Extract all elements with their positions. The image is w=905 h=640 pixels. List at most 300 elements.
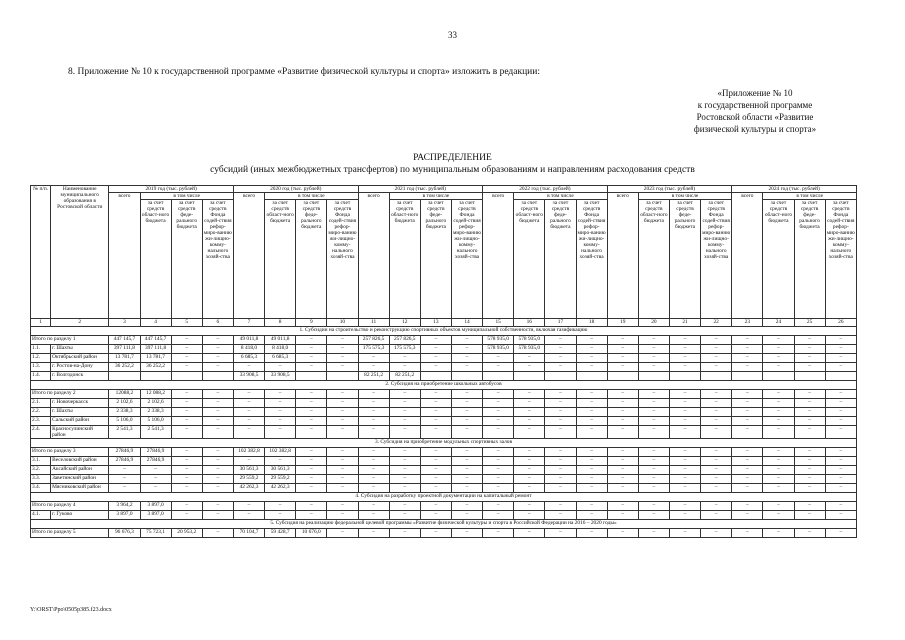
row-value: – <box>576 466 607 475</box>
section-title: 1. Субсидии на строительство и реконструкцию спортивных объектов муниципальной собственности, включая газификацию <box>31 327 857 336</box>
row-municipality: г. Шахты <box>51 345 109 354</box>
annex-line: физической культуры и спорта» <box>693 124 817 134</box>
row-value: – <box>451 354 482 363</box>
row-value: – <box>514 354 545 363</box>
row-value: – <box>763 457 794 466</box>
row-value: – <box>607 417 638 426</box>
row-value: – <box>732 399 763 408</box>
row-value: – <box>825 426 856 439</box>
row-value: – <box>389 529 420 538</box>
row-value: – <box>389 354 420 363</box>
row-value: – <box>825 354 856 363</box>
row-value: – <box>701 511 732 520</box>
row-value: – <box>545 363 576 372</box>
row-value <box>202 372 233 381</box>
row-value: 2 541,3 <box>140 426 171 439</box>
row-value: – <box>296 426 327 439</box>
row-value: – <box>638 457 669 466</box>
row-value: – <box>607 466 638 475</box>
row-value: – <box>483 457 514 466</box>
row-value: – <box>576 511 607 520</box>
row-value: 96 676,3 <box>109 529 140 538</box>
header-total: всего <box>483 193 514 319</box>
row-value: – <box>202 354 233 363</box>
row-value: – <box>202 336 233 345</box>
row-value: – <box>638 417 669 426</box>
row-value: – <box>607 448 638 457</box>
row-value: – <box>607 399 638 408</box>
row-value: – <box>389 457 420 466</box>
row-value: 12 088,2 <box>140 390 171 399</box>
header-regional-budget: за счет средств област-ного бюджета <box>638 200 669 319</box>
row-value: – <box>794 448 825 457</box>
row-value: – <box>576 399 607 408</box>
row-value: 2 338,3 <box>140 408 171 417</box>
row-number: 3.1. <box>31 457 51 466</box>
row-value: – <box>483 529 514 538</box>
row-municipality: Аксайский район <box>51 466 109 475</box>
table-row <box>31 426 857 439</box>
row-value: – <box>701 363 732 372</box>
row-municipality: г. Ростов-на-Дону <box>51 363 109 372</box>
row-value: – <box>451 363 482 372</box>
header-housing-fund: за счет средств Фонда содей-ствия рефор-миро-ванию жи-лищно-комму-нального хозяй-ства <box>451 200 482 319</box>
row-value: – <box>296 475 327 484</box>
row-value: – <box>389 363 420 372</box>
column-number: 16 <box>514 319 545 327</box>
annex-line: «Приложение № 10 <box>717 88 793 98</box>
row-value: – <box>794 511 825 520</box>
row-value: – <box>825 448 856 457</box>
row-value: – <box>202 363 233 372</box>
row-value: – <box>389 417 420 426</box>
row-value: – <box>483 475 514 484</box>
row-value <box>327 372 358 381</box>
row-value: – <box>701 457 732 466</box>
row-value: – <box>171 345 202 354</box>
row-value: – <box>389 390 420 399</box>
row-municipality: г. Новочеркасск <box>51 399 109 408</box>
row-value: – <box>763 511 794 520</box>
row-value: 578 935,0 <box>514 336 545 345</box>
row-value: – <box>701 502 732 511</box>
row-value: – <box>265 426 296 439</box>
row-value: – <box>732 336 763 345</box>
row-value: 8 418,0 <box>233 345 264 354</box>
row-municipality: Красносулинский район <box>51 426 109 439</box>
row-value: – <box>327 363 358 372</box>
row-value: – <box>233 399 264 408</box>
header-year: 2019 год (тыс. рублей) <box>109 186 234 193</box>
header-including: в том числе <box>140 193 233 200</box>
row-value: – <box>701 475 732 484</box>
row-value: – <box>607 484 638 493</box>
row-value: – <box>296 484 327 493</box>
row-value: – <box>451 336 482 345</box>
row-value: – <box>638 345 669 354</box>
row-value: – <box>327 448 358 457</box>
row-value: – <box>389 484 420 493</box>
row-value <box>451 372 482 381</box>
row-value: – <box>420 354 451 363</box>
row-value: – <box>451 457 482 466</box>
row-value: – <box>358 363 389 372</box>
header-housing-fund: за счет средств Фонда содей-ствия рефор-миро-ванию жи-лищно-комму-нального хозяй-ства <box>327 200 358 319</box>
table-row <box>31 448 857 457</box>
row-value: – <box>483 363 514 372</box>
row-value: – <box>763 529 794 538</box>
row-municipality: г. Гуково <box>51 511 109 520</box>
row-value: – <box>576 417 607 426</box>
section-title: 5. Субсидия на реализацию федеральной целевой программы «Развитие физической культуры и спорта в Российской Федерации на 2016 – 2020 годы» <box>31 520 857 529</box>
row-value: – <box>202 408 233 417</box>
row-value: – <box>576 426 607 439</box>
row-value: – <box>420 363 451 372</box>
row-value: – <box>794 426 825 439</box>
row-value: – <box>732 457 763 466</box>
row-value: – <box>763 390 794 399</box>
row-value: – <box>233 417 264 426</box>
section-title: 4. Субсидия на разработку проектной документации на капитальный ремонт <box>31 493 857 502</box>
row-value: 578 935,0 <box>514 345 545 354</box>
row-value <box>825 372 856 381</box>
row-number: 3.4. <box>31 484 51 493</box>
row-value: – <box>763 417 794 426</box>
row-value: 42 262,3 <box>265 484 296 493</box>
table-row <box>31 484 857 493</box>
row-value: 3 897,0 <box>140 511 171 520</box>
row-value: – <box>358 502 389 511</box>
row-value: – <box>420 475 451 484</box>
row-value: – <box>514 511 545 520</box>
column-number: 20 <box>638 319 669 327</box>
row-value: – <box>638 475 669 484</box>
row-value: – <box>669 426 700 439</box>
row-value: 27846,9 <box>140 448 171 457</box>
column-number: 26 <box>825 319 856 327</box>
row-value: – <box>545 345 576 354</box>
header-federal-budget: за счет средств феде-рального бюджета <box>794 200 825 319</box>
header-including: в том числе <box>389 193 482 200</box>
row-number: 3.2. <box>31 466 51 475</box>
table-row <box>31 502 857 511</box>
row-value: – <box>545 399 576 408</box>
row-value: 2 338,3 <box>109 408 140 417</box>
row-value: – <box>483 417 514 426</box>
row-value: – <box>420 484 451 493</box>
row-value: – <box>669 363 700 372</box>
row-value: – <box>327 336 358 345</box>
row-value: – <box>171 511 202 520</box>
row-value: – <box>763 354 794 363</box>
row-value: – <box>763 408 794 417</box>
header-federal-budget: за счет средств феде-рального бюджета <box>669 200 700 319</box>
row-value: – <box>514 502 545 511</box>
row-value: – <box>483 408 514 417</box>
row-value: 27846,9 <box>109 457 140 466</box>
row-value: – <box>202 448 233 457</box>
row-value: – <box>327 417 358 426</box>
row-value: – <box>420 448 451 457</box>
row-value: – <box>732 502 763 511</box>
column-number: 15 <box>483 319 514 327</box>
row-value: – <box>701 484 732 493</box>
table-row <box>31 457 857 466</box>
column-number: 25 <box>794 319 825 327</box>
row-value: 3 964,2 <box>109 502 140 511</box>
table-row <box>31 354 857 363</box>
row-value: – <box>794 345 825 354</box>
row-value: – <box>358 390 389 399</box>
row-value <box>794 372 825 381</box>
row-value: – <box>171 448 202 457</box>
row-value: – <box>171 354 202 363</box>
row-value: – <box>202 399 233 408</box>
row-value: – <box>576 484 607 493</box>
row-value: – <box>358 408 389 417</box>
row-number: 2.2. <box>31 408 51 417</box>
row-value: 36 252,2 <box>140 363 171 372</box>
row-value: – <box>265 502 296 511</box>
row-value: – <box>638 408 669 417</box>
column-number: 9 <box>296 319 327 327</box>
row-value: – <box>451 466 482 475</box>
row-value: – <box>327 345 358 354</box>
row-value: 49 011,8 <box>265 336 296 345</box>
row-value: – <box>265 363 296 372</box>
row-value: – <box>265 417 296 426</box>
table-row <box>31 417 857 426</box>
header-year: 2020 год (тыс. рублей) <box>233 186 358 193</box>
header-including: в том числе <box>265 193 358 200</box>
row-value: – <box>389 475 420 484</box>
row-value: – <box>514 417 545 426</box>
table-row <box>31 372 857 381</box>
row-value <box>669 372 700 381</box>
table-row <box>31 466 857 475</box>
row-value: – <box>763 345 794 354</box>
row-value: – <box>358 466 389 475</box>
row-value: – <box>701 529 732 538</box>
row-value: – <box>420 399 451 408</box>
row-value: – <box>451 448 482 457</box>
column-number: 2 <box>51 319 109 327</box>
row-value: – <box>701 417 732 426</box>
column-number: 19 <box>607 319 638 327</box>
section-title: 2. Субсидия на приобретение школьных автобусов <box>31 381 857 390</box>
row-value: – <box>327 390 358 399</box>
column-number: 24 <box>763 319 794 327</box>
row-value: – <box>701 336 732 345</box>
row-value: 447 145,7 <box>109 336 140 345</box>
row-number: 1.4. <box>31 372 51 381</box>
row-number: 4.1. <box>31 511 51 520</box>
row-value: 102 382,8 <box>233 448 264 457</box>
row-value: – <box>483 466 514 475</box>
table-row <box>31 336 857 345</box>
row-municipality: Сальский район <box>51 417 109 426</box>
row-value: – <box>576 457 607 466</box>
column-number: 10 <box>327 319 358 327</box>
row-value: – <box>638 363 669 372</box>
row-value: – <box>296 336 327 345</box>
annex-line: Ростовской области «Развитие <box>696 112 814 122</box>
row-value: – <box>420 408 451 417</box>
row-value: 2 102,6 <box>140 399 171 408</box>
row-value: 82 251,2 <box>389 372 420 381</box>
row-value: 12088,2 <box>109 390 140 399</box>
header-federal-budget: за счет средств феде-рального бюджета <box>296 200 327 319</box>
row-number: 1.2. <box>31 354 51 363</box>
row-value: – <box>701 390 732 399</box>
row-value: – <box>514 457 545 466</box>
row-value: 75 723,1 <box>140 529 171 538</box>
row-value: – <box>669 345 700 354</box>
column-number: 8 <box>265 319 296 327</box>
row-value: – <box>171 390 202 399</box>
row-value: – <box>451 345 482 354</box>
row-number: 1.3. <box>31 363 51 372</box>
row-value: – <box>701 399 732 408</box>
column-number: 22 <box>701 319 732 327</box>
row-value: – <box>576 448 607 457</box>
row-value: – <box>171 484 202 493</box>
row-value: – <box>327 502 358 511</box>
row-value: 27846,9 <box>140 457 171 466</box>
row-value: – <box>825 345 856 354</box>
row-value: – <box>825 529 856 538</box>
row-value: 30 561,3 <box>233 466 264 475</box>
row-value: 2 102,6 <box>109 399 140 408</box>
row-value: – <box>451 475 482 484</box>
distribution-table <box>30 185 857 538</box>
row-value <box>701 372 732 381</box>
row-value: – <box>607 390 638 399</box>
row-value: – <box>638 426 669 439</box>
row-value: – <box>327 399 358 408</box>
row-label-total: Итого по разделу 5 <box>31 529 109 538</box>
column-number: 3 <box>109 319 140 327</box>
row-value: – <box>420 417 451 426</box>
row-value: – <box>794 466 825 475</box>
row-value: – <box>794 399 825 408</box>
row-value: – <box>389 466 420 475</box>
row-value: – <box>514 399 545 408</box>
row-value: 29 559,2 <box>265 475 296 484</box>
row-value: 6 685,3 <box>233 354 264 363</box>
row-value: – <box>514 408 545 417</box>
row-value: – <box>420 336 451 345</box>
row-value: – <box>389 511 420 520</box>
row-value: – <box>732 426 763 439</box>
row-value: – <box>233 511 264 520</box>
row-value: – <box>794 484 825 493</box>
column-number: 21 <box>669 319 700 327</box>
row-value: – <box>763 363 794 372</box>
row-value <box>420 372 451 381</box>
row-value: 5 106,0 <box>140 417 171 426</box>
row-value: – <box>545 336 576 345</box>
column-number: 17 <box>545 319 576 327</box>
row-value: – <box>451 484 482 493</box>
row-value: – <box>420 390 451 399</box>
row-value: – <box>451 529 482 538</box>
row-value: – <box>669 408 700 417</box>
row-value: – <box>109 484 140 493</box>
row-value: – <box>576 390 607 399</box>
row-value: – <box>669 502 700 511</box>
row-value: – <box>389 399 420 408</box>
row-value: – <box>202 466 233 475</box>
row-value: – <box>451 426 482 439</box>
row-value <box>109 372 140 381</box>
row-value: – <box>576 336 607 345</box>
table-row <box>31 345 857 354</box>
row-value: – <box>732 354 763 363</box>
row-value: – <box>701 345 732 354</box>
row-value: – <box>233 502 264 511</box>
row-value: – <box>171 457 202 466</box>
row-value: 13 781,7 <box>109 354 140 363</box>
row-value: 42 262,3 <box>233 484 264 493</box>
row-value: 10 676,0 <box>296 529 327 538</box>
column-number: 6 <box>202 319 233 327</box>
row-value: – <box>514 475 545 484</box>
row-value: 13 781,7 <box>140 354 171 363</box>
column-number: 7 <box>233 319 264 327</box>
row-value: – <box>171 466 202 475</box>
row-value: – <box>140 466 171 475</box>
row-value: – <box>296 408 327 417</box>
row-value: – <box>327 511 358 520</box>
row-value: – <box>732 466 763 475</box>
row-value: – <box>265 511 296 520</box>
row-value: – <box>545 426 576 439</box>
page-number: 33 <box>448 30 457 40</box>
row-value: – <box>763 475 794 484</box>
row-value: – <box>358 511 389 520</box>
row-value: – <box>420 511 451 520</box>
header-total: всего <box>607 193 638 319</box>
row-value: – <box>638 466 669 475</box>
row-value: 5 106,0 <box>109 417 140 426</box>
row-municipality: Октябрьский район <box>51 354 109 363</box>
row-value: – <box>732 363 763 372</box>
row-value: – <box>825 363 856 372</box>
row-value: – <box>171 502 202 511</box>
row-value: – <box>358 417 389 426</box>
row-value: – <box>638 448 669 457</box>
row-value: – <box>825 408 856 417</box>
row-value: – <box>638 511 669 520</box>
header-regional-budget: за счет средств област-ного бюджета <box>140 200 171 319</box>
column-number: 5 <box>171 319 202 327</box>
row-value: – <box>420 457 451 466</box>
row-value: – <box>701 426 732 439</box>
row-value: 102 382,8 <box>265 448 296 457</box>
row-value: – <box>171 363 202 372</box>
row-value: – <box>825 502 856 511</box>
row-number: 1.1. <box>31 345 51 354</box>
row-value: 3 897,0 <box>109 511 140 520</box>
row-value: – <box>296 466 327 475</box>
table-row <box>31 363 857 372</box>
row-municipality: Мясниковский район <box>51 484 109 493</box>
row-value: – <box>825 466 856 475</box>
row-value: – <box>483 502 514 511</box>
row-value: – <box>109 466 140 475</box>
row-value: – <box>296 448 327 457</box>
